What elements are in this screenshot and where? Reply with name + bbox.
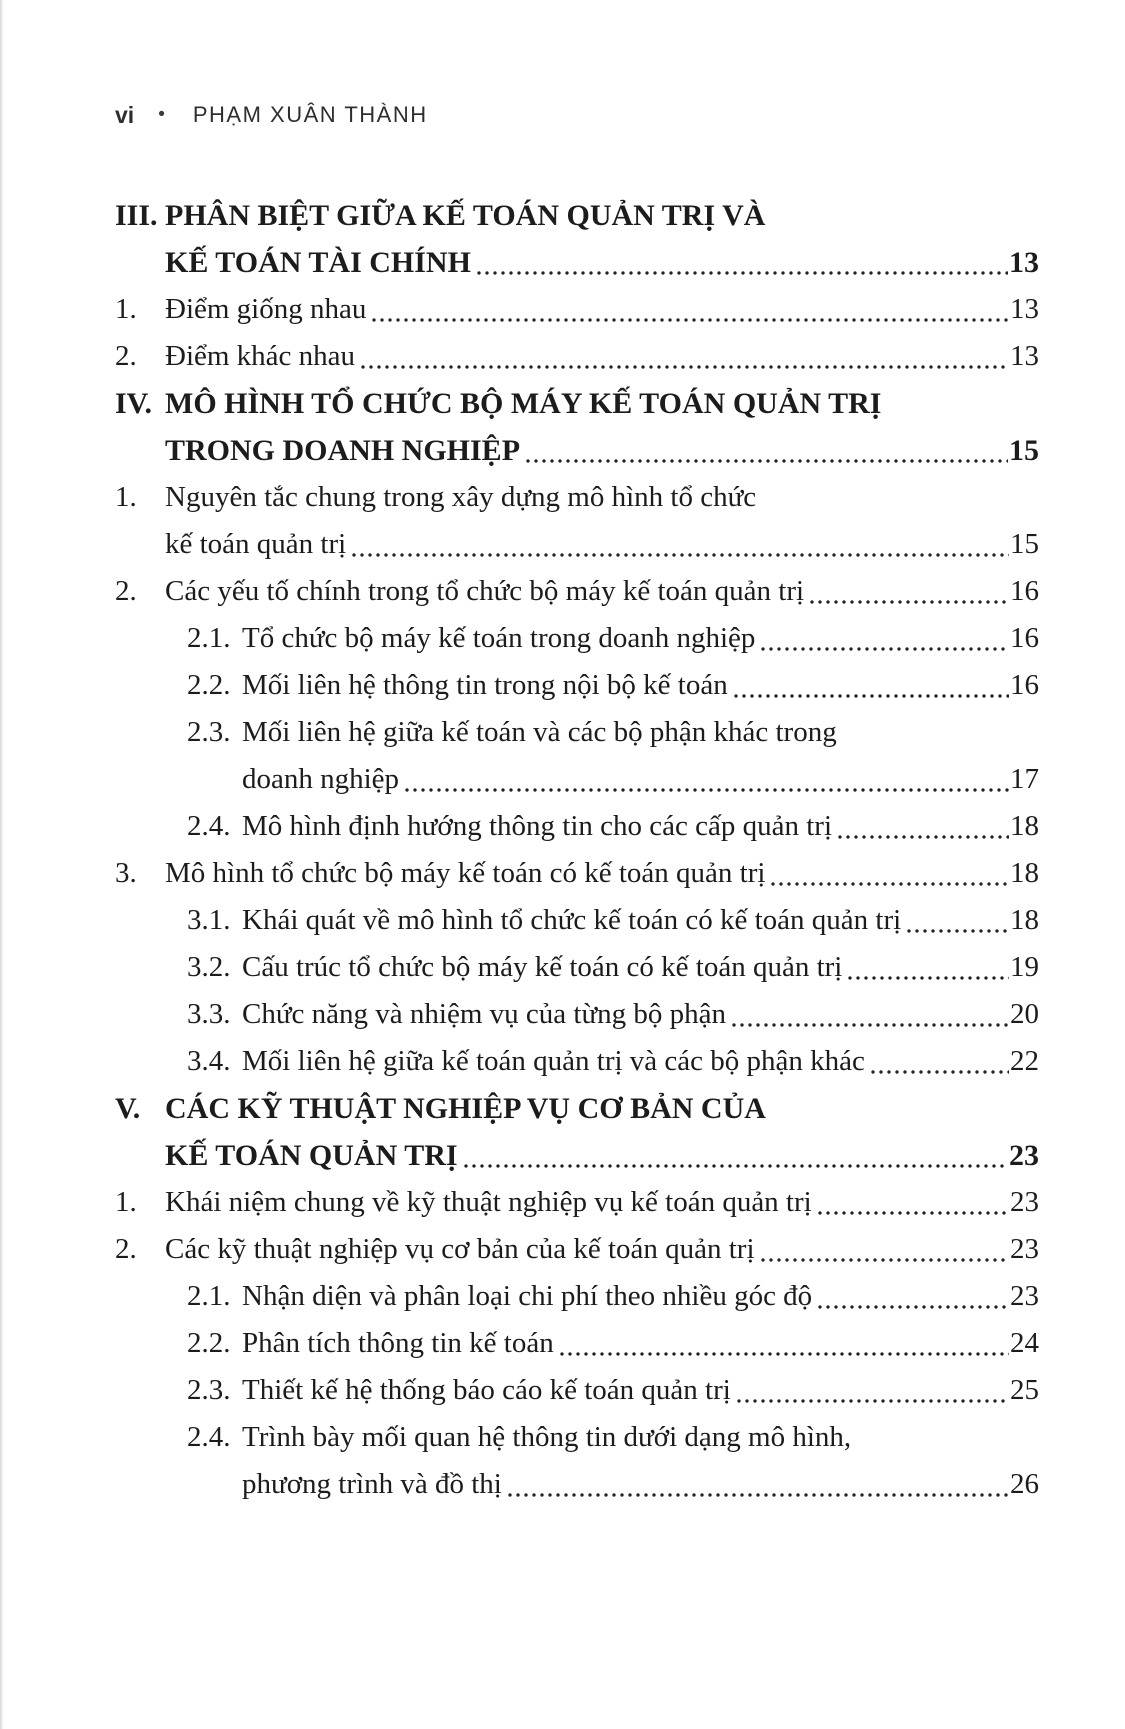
toc-entry-wrap-line xyxy=(165,239,1039,286)
toc-entry-title: PHÂN BIỆT GIỮA KẾ TOÁN QUẢN TRỊ VÀ xyxy=(165,199,766,232)
toc-entry-title-line xyxy=(165,1226,1039,1273)
toc-entry-wrap-line xyxy=(242,1461,1039,1508)
toc-entry xyxy=(115,286,1039,333)
toc-entry-page: 15 xyxy=(1010,528,1039,560)
dot-leader xyxy=(359,361,1009,373)
toc-entry xyxy=(115,850,1039,897)
toc-entry-body xyxy=(242,1038,1039,1085)
toc-entry xyxy=(115,991,1039,1038)
toc-entry-number: 2. xyxy=(115,1233,137,1265)
toc-entry-title-line xyxy=(242,1367,1039,1414)
toc-entry-title-line xyxy=(242,1273,1039,1320)
toc-entry-number: 2.1. xyxy=(187,1280,231,1312)
toc-entry-title: Nhận diện và phân loại chi phí theo nhiều góc độ xyxy=(242,1280,813,1312)
dot-leader xyxy=(524,455,1008,467)
toc-entry-page: 18 xyxy=(1010,857,1039,889)
toc-entry-number: 2.3. xyxy=(187,1374,231,1406)
toc-entry-title: Các kỹ thuật nghiệp vụ cơ bản của kế toán quản trị xyxy=(165,1233,755,1265)
toc-entry-title-continuation: phương trình và đồ thị xyxy=(242,1468,502,1500)
dot-leader xyxy=(846,972,1009,984)
toc-entry-page: 19 xyxy=(1010,951,1039,983)
toc-entry-body xyxy=(165,1179,1039,1226)
dot-leader xyxy=(506,1489,1009,1501)
toc-entry-wrap-line xyxy=(165,521,1039,568)
toc-entry xyxy=(115,1273,1039,1320)
dot-leader xyxy=(730,1019,1009,1031)
toc-entry xyxy=(115,662,1039,709)
toc-entry-number: 2.4. xyxy=(187,1421,231,1453)
toc-entry-body xyxy=(165,1226,1039,1273)
toc-entry-body xyxy=(165,380,1039,474)
dot-leader xyxy=(836,831,1009,843)
toc-entry xyxy=(115,897,1039,944)
toc-entry-title: Mối liên hệ giữa kế toán quản trị và các bộ phận khác xyxy=(242,1045,865,1077)
toc-entry xyxy=(115,615,1039,662)
dot-leader xyxy=(808,596,1009,608)
toc-entry xyxy=(115,1367,1039,1414)
toc-entry-title: Khái quát về mô hình tổ chức kế toán có kế toán quản trị xyxy=(242,904,902,936)
toc-entry-title-line xyxy=(165,1085,1039,1132)
toc-entry-body xyxy=(165,850,1039,897)
toc-entry-title: Chức năng và nhiệm vụ của từng bộ phận xyxy=(242,998,727,1030)
toc-entry-body xyxy=(165,192,1039,286)
toc-entry-page: 25 xyxy=(1010,1374,1039,1406)
toc-entry-title: Tổ chức bộ máy kế toán trong doanh nghiệp xyxy=(242,622,756,654)
toc-entry-body xyxy=(242,1414,1039,1508)
toc-entry-number: 2. xyxy=(115,575,137,607)
dot-leader xyxy=(462,1160,1008,1172)
toc-entry-number: 2.1. xyxy=(187,622,231,654)
toc-entry-page: 23 xyxy=(1010,1186,1039,1218)
dot-leader xyxy=(732,690,1009,702)
toc-entry-body xyxy=(242,709,1039,803)
toc-entry-body xyxy=(242,991,1039,1038)
toc-entry xyxy=(115,192,1039,286)
dot-leader xyxy=(869,1066,1009,1078)
toc-entry-title: Cấu trúc tổ chức bộ máy kế toán có kế toán quản trị xyxy=(242,951,843,983)
toc-entry-title-continuation: KẾ TOÁN TÀI CHÍNH xyxy=(165,246,471,279)
dot-leader xyxy=(759,643,1009,655)
dot-leader xyxy=(905,925,1009,937)
toc-entry-title: Thiết kế hệ thống báo cáo kế toán quản trị xyxy=(242,1374,731,1406)
dot-leader xyxy=(350,549,1009,561)
toc-entry xyxy=(115,333,1039,380)
toc-entry-number: 1. xyxy=(115,293,137,325)
toc-entry-number: 1. xyxy=(115,1186,137,1218)
toc-entry-page: 13 xyxy=(1009,246,1039,279)
toc-entry-title: Mối liên hệ thông tin trong nội bộ kế toán xyxy=(242,669,728,701)
dot-leader xyxy=(735,1395,1009,1407)
toc-entry-title-line xyxy=(242,1414,1039,1461)
toc-entry xyxy=(115,1179,1039,1226)
dot-leader xyxy=(816,1301,1009,1313)
toc-entry-number: 2.4. xyxy=(187,810,231,842)
toc-entry-page: 16 xyxy=(1010,575,1039,607)
toc-entry-title: Khái niệm chung về kỹ thuật nghiệp vụ kế toán quản trị xyxy=(165,1186,812,1218)
toc-entry-body xyxy=(165,286,1039,333)
toc-entry-body xyxy=(242,897,1039,944)
toc-entry-page: 22 xyxy=(1010,1045,1039,1077)
toc-entry xyxy=(115,803,1039,850)
toc-entry-number: 2.2. xyxy=(187,1327,231,1359)
toc-entry-title: Mối liên hệ giữa kế toán và các bộ phận khác trong xyxy=(242,716,837,748)
toc-entry-title-line xyxy=(165,474,1039,521)
toc-entry-body xyxy=(242,944,1039,991)
toc-entry-number: 3. xyxy=(115,857,137,889)
dot-leader xyxy=(816,1207,1009,1219)
toc-entry-title-line xyxy=(242,897,1039,944)
toc-entry xyxy=(115,568,1039,615)
toc-entry-body xyxy=(242,1273,1039,1320)
bullet-separator-icon: • xyxy=(158,104,165,125)
toc-entry-page: 16 xyxy=(1010,669,1039,701)
toc-entry-title-line xyxy=(242,803,1039,850)
page-folio: vi xyxy=(115,101,135,128)
toc-entry-title-line xyxy=(242,944,1039,991)
toc-entry-title-line xyxy=(242,1320,1039,1367)
toc-entry-body xyxy=(242,615,1039,662)
toc-entry-title: Mô hình tổ chức bộ máy kế toán có kế toán quản trị xyxy=(165,857,766,889)
toc-entry-wrap-line xyxy=(242,756,1039,803)
toc-entry-title-line xyxy=(242,662,1039,709)
toc-entry-page: 15 xyxy=(1009,434,1039,467)
toc-entry xyxy=(115,474,1039,568)
toc-entry-page: 26 xyxy=(1010,1468,1039,1500)
toc-entry-number: 2.2. xyxy=(187,669,231,701)
toc-entry-wrap-line xyxy=(165,1132,1039,1179)
toc-entry-page: 23 xyxy=(1010,1233,1039,1265)
toc-entry-body xyxy=(242,803,1039,850)
toc-entry-title: Điểm khác nhau xyxy=(165,340,356,372)
toc-entry-title-continuation: TRONG DOANH NGHIỆP xyxy=(165,434,521,467)
toc-entry xyxy=(115,380,1039,474)
toc-entry xyxy=(115,1038,1039,1085)
toc-entry-body xyxy=(165,333,1039,380)
toc-entry-body xyxy=(165,568,1039,615)
toc-entry-title-line xyxy=(242,709,1039,756)
toc-list xyxy=(115,192,1039,1508)
toc-entry-title-line xyxy=(165,380,1039,427)
toc-entry-number: 2. xyxy=(115,340,137,372)
toc-entry-page: 13 xyxy=(1010,340,1039,372)
toc-entry-page: 13 xyxy=(1010,293,1039,325)
dot-leader xyxy=(769,878,1009,890)
toc-entry-title-line xyxy=(242,1038,1039,1085)
scan-left-edge xyxy=(0,0,4,1729)
toc-entry-number: V. xyxy=(115,1092,141,1125)
toc-entry-number: III. xyxy=(115,199,158,232)
toc-entry-title: CÁC KỸ THUẬT NGHIỆP VỤ CƠ BẢN CỦA xyxy=(165,1092,766,1125)
toc-entry-title-line xyxy=(165,1179,1039,1226)
running-header xyxy=(115,100,1039,130)
toc-entry xyxy=(115,1085,1039,1179)
toc-entry-wrap-line xyxy=(165,427,1039,474)
toc-entry xyxy=(115,1414,1039,1508)
dot-leader xyxy=(759,1254,1009,1266)
dot-leader xyxy=(403,784,1009,796)
toc-entry-page: 18 xyxy=(1010,904,1039,936)
toc-entry-body xyxy=(165,1085,1039,1179)
dot-leader xyxy=(370,314,1009,326)
toc-entry-title-continuation: kế toán quản trị xyxy=(165,528,347,560)
toc-entry-title-line xyxy=(165,286,1039,333)
toc-entry-page: 23 xyxy=(1009,1139,1039,1172)
toc-entry-title-line xyxy=(242,991,1039,1038)
toc-entry-page: 16 xyxy=(1010,622,1039,654)
toc-entry-number: 2.3. xyxy=(187,716,231,748)
toc-entry xyxy=(115,944,1039,991)
toc-entry-number: IV. xyxy=(115,387,152,420)
toc-entry-number: 1. xyxy=(115,481,137,513)
toc-entry-number: 3.3. xyxy=(187,998,231,1030)
toc-entry-title: Phân tích thông tin kế toán xyxy=(242,1327,554,1359)
running-title: PHẠM XUÂN THÀNH xyxy=(192,102,428,127)
toc-entry-page: 18 xyxy=(1010,810,1039,842)
toc-entry-title-line xyxy=(165,192,1039,239)
toc-entry-page: 24 xyxy=(1010,1327,1039,1359)
toc-entry-title: MÔ HÌNH TỔ CHỨC BỘ MÁY KẾ TOÁN QUẢN TRỊ xyxy=(165,387,882,420)
toc-entry-title: Điểm giống nhau xyxy=(165,293,367,325)
toc-entry-title-line xyxy=(165,568,1039,615)
toc-entry-page: 23 xyxy=(1010,1280,1039,1312)
toc-entry-title-continuation: KẾ TOÁN QUẢN TRỊ xyxy=(165,1139,458,1172)
toc-entry-body xyxy=(242,1320,1039,1367)
dot-leader xyxy=(475,267,1008,279)
toc-entry-title-continuation: doanh nghiệp xyxy=(242,763,400,795)
toc-entry xyxy=(115,1320,1039,1367)
toc-entry-number: 3.2. xyxy=(187,951,231,983)
toc-entry-title: Trình bày mối quan hệ thông tin dưới dạng mô hình, xyxy=(242,1421,852,1453)
toc-entry-title-line xyxy=(165,850,1039,897)
dot-leader xyxy=(558,1348,1009,1360)
toc-entry-title: Mô hình định hướng thông tin cho các cấp quản trị xyxy=(242,810,832,842)
toc-entry-page: 17 xyxy=(1010,763,1039,795)
toc-entry-number: 3.1. xyxy=(187,904,231,936)
toc-entry-body xyxy=(242,662,1039,709)
toc-entry xyxy=(115,709,1039,803)
toc-entry-title-line xyxy=(242,615,1039,662)
toc-entry-body xyxy=(242,1367,1039,1414)
toc-entry-body xyxy=(165,474,1039,568)
toc-entry-title: Các yếu tố chính trong tổ chức bộ máy kế toán quản trị xyxy=(165,575,805,607)
toc-entry xyxy=(115,1226,1039,1273)
toc-entry-page: 20 xyxy=(1010,998,1039,1030)
toc-entry-title: Nguyên tắc chung trong xây dựng mô hình tổ chức xyxy=(165,481,757,513)
toc-entry-number: 3.4. xyxy=(187,1045,231,1077)
toc-entry-title-line xyxy=(165,333,1039,380)
